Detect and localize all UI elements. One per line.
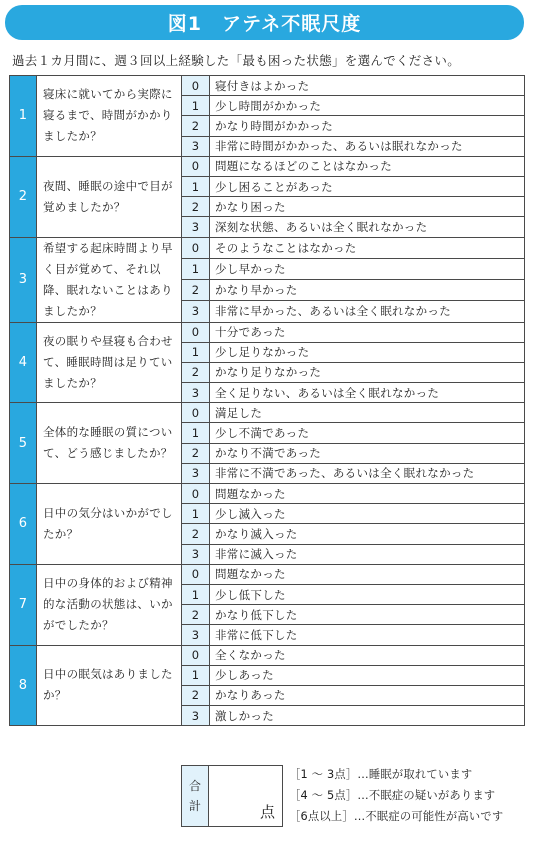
question-number: 8: [10, 645, 37, 726]
option-row: [10, 322, 525, 342]
instruction-text: 過去１カ月間に、週３回以上経験した「最も困った状態」を選んでください。: [12, 53, 461, 68]
option-label[interactable]: 問題なかった: [210, 484, 525, 504]
option-label[interactable]: 寝付きはよかった: [210, 76, 525, 96]
total-score-field[interactable]: [208, 765, 283, 827]
option-label[interactable]: 少し早かった: [210, 258, 525, 279]
option-score[interactable]: 3: [182, 136, 210, 156]
option-score[interactable]: 0: [182, 76, 210, 96]
question-number: 5: [10, 403, 37, 484]
option-row: [10, 645, 525, 665]
option-label[interactable]: 少し滅入った: [210, 504, 525, 524]
option-label[interactable]: 十分であった: [210, 322, 525, 342]
option-score[interactable]: 1: [182, 584, 210, 604]
option-label[interactable]: かなり時間がかかった: [210, 116, 525, 136]
option-score[interactable]: 1: [182, 423, 210, 443]
option-score[interactable]: 2: [182, 605, 210, 625]
option-label[interactable]: かなり困った: [210, 197, 525, 217]
option-row: [10, 403, 525, 423]
option-label[interactable]: 少し足りなかった: [210, 342, 525, 362]
total-label: [181, 765, 209, 827]
question-text: 日中の身体的および精神的な活動の状態は、いかがでしたか？: [37, 564, 182, 645]
option-label[interactable]: 非常に不満であった、あるいは全く眠れなかった: [210, 463, 525, 483]
option-label[interactable]: 非常に滅入った: [210, 544, 525, 564]
option-score[interactable]: 2: [182, 197, 210, 217]
option-score[interactable]: 2: [182, 685, 210, 705]
option-label[interactable]: かなり足りなかった: [210, 362, 525, 382]
option-score[interactable]: 3: [182, 625, 210, 645]
option-score[interactable]: 3: [182, 463, 210, 483]
question-number: 3: [10, 237, 37, 322]
option-label[interactable]: 満足した: [210, 403, 525, 423]
option-score[interactable]: 2: [182, 280, 210, 301]
option-label[interactable]: 少し不満であった: [210, 423, 525, 443]
legend-item: ［4 ～ 5点］…不眠症の疑いがあります: [289, 789, 496, 802]
total-unit: 点: [259, 803, 275, 821]
option-score[interactable]: 1: [182, 504, 210, 524]
option-label[interactable]: 全く足りない、あるいは全く眠れなかった: [210, 383, 525, 403]
question-number: 7: [10, 564, 37, 645]
option-label[interactable]: 少し困ることがあった: [210, 176, 525, 196]
option-score[interactable]: 1: [182, 258, 210, 279]
option-score[interactable]: 3: [182, 301, 210, 322]
option-score[interactable]: 3: [182, 383, 210, 403]
option-label[interactable]: 問題なかった: [210, 564, 525, 584]
option-score[interactable]: 3: [182, 706, 210, 726]
option-label[interactable]: かなり早かった: [210, 280, 525, 301]
question-text: 夜の眠りや昼寝も合わせて、睡眠時間は足りていましたか？: [37, 322, 182, 403]
question-text: 全体的な睡眠の質について、どう感じましたか？: [37, 403, 182, 484]
option-score[interactable]: 3: [182, 217, 210, 237]
option-label[interactable]: 非常に早かった、あるいは全く眠れなかった: [210, 301, 525, 322]
legend-item: ［6点以上］…不眠症の可能性が高いです: [289, 810, 504, 823]
option-row: [10, 76, 525, 96]
question-text: 日中の気分はいかがでしたか？: [37, 484, 182, 565]
option-score[interactable]: 0: [182, 484, 210, 504]
question-number: 2: [10, 156, 37, 237]
question-text: 日中の眠気はありましたか？: [37, 645, 182, 726]
page-title: 図1 アテネ不眠尺度: [167, 13, 362, 35]
option-score[interactable]: 1: [182, 176, 210, 196]
option-score[interactable]: 1: [182, 665, 210, 685]
option-label[interactable]: 少し低下した: [210, 584, 525, 604]
questionnaire-table: [9, 75, 525, 726]
option-score[interactable]: 0: [182, 403, 210, 423]
option-row: [10, 564, 525, 584]
questionnaire-body: [10, 76, 525, 726]
option-score[interactable]: 0: [182, 322, 210, 342]
option-label[interactable]: そのようなことはなかった: [210, 237, 525, 258]
option-score[interactable]: 1: [182, 96, 210, 116]
option-score[interactable]: 2: [182, 116, 210, 136]
option-score[interactable]: 1: [182, 342, 210, 362]
option-score[interactable]: 2: [182, 443, 210, 463]
question-number: 1: [10, 76, 37, 157]
option-score[interactable]: 0: [182, 156, 210, 176]
score-legend: [289, 764, 529, 827]
option-score[interactable]: 0: [182, 645, 210, 665]
question-text: 希望する起床時間より早く目が覚めて、それ以降、眠れないことはありましたか？: [37, 237, 182, 322]
question-text: 夜間、睡眠の途中で目が覚めましたか？: [37, 156, 182, 237]
option-score[interactable]: 2: [182, 362, 210, 382]
option-label[interactable]: かなり不満であった: [210, 443, 525, 463]
total-label-top: 合: [188, 779, 201, 793]
question-number: 4: [10, 322, 37, 403]
option-score[interactable]: 2: [182, 524, 210, 544]
option-label[interactable]: かなりあった: [210, 685, 525, 705]
total-label-bottom: 計: [188, 799, 201, 813]
question-number: 6: [10, 484, 37, 565]
option-label[interactable]: 少しあった: [210, 665, 525, 685]
legend-item: ［1 ～ 3点］…睡眠が取れています: [289, 768, 473, 781]
option-label[interactable]: 非常に低下した: [210, 625, 525, 645]
option-label[interactable]: 非常に時間がかかった、あるいは眠れなかった: [210, 136, 525, 156]
option-label[interactable]: かなり低下した: [210, 605, 525, 625]
option-row: [10, 156, 525, 176]
option-label[interactable]: かなり滅入った: [210, 524, 525, 544]
option-label[interactable]: 深刻な状態、あるいは全く眠れなかった: [210, 217, 525, 237]
option-score[interactable]: 0: [182, 237, 210, 258]
option-label[interactable]: 問題になるほどのことはなかった: [210, 156, 525, 176]
option-row: [10, 237, 525, 258]
title-banner: [5, 5, 524, 40]
option-score[interactable]: 0: [182, 564, 210, 584]
option-row: [10, 484, 525, 504]
option-label[interactable]: 全くなかった: [210, 645, 525, 665]
option-label[interactable]: 少し時間がかかった: [210, 96, 525, 116]
option-label[interactable]: 激しかった: [210, 706, 525, 726]
option-score[interactable]: 3: [182, 544, 210, 564]
question-text: 寝床に就いてから実際に寝るまで、時間がかかりましたか？: [37, 76, 182, 157]
